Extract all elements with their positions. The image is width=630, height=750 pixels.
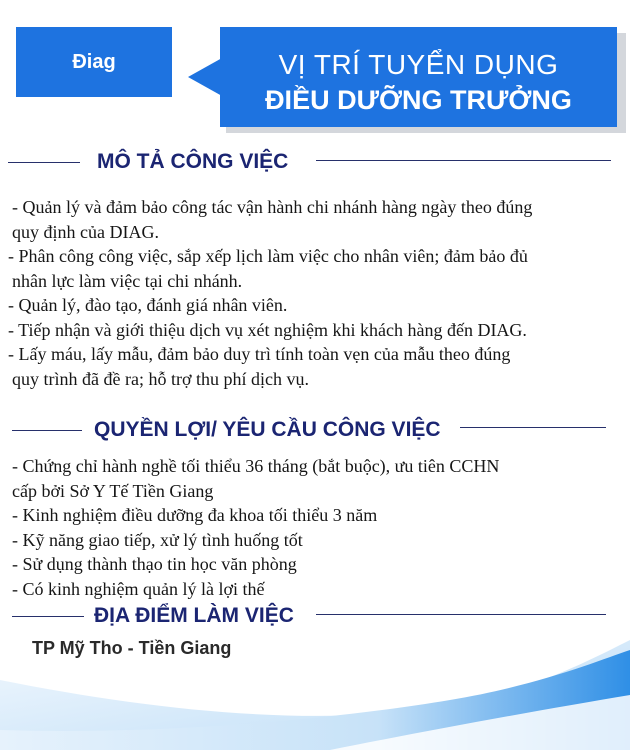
section-title-description: MÔ TẢ CÔNG VIỆC	[97, 150, 289, 173]
section-title-requirements: QUYỀN LỢI/ YÊU CẦU CÔNG VIỆC	[94, 418, 441, 441]
list-item: - Phân công công việc, sắp xếp lịch làm việc cho nhân viên; đảm bảo đủ	[8, 246, 528, 266]
list-item: quy định của DIAG.	[12, 221, 159, 242]
list-item: - Quản lý, đào tạo, đánh giá nhân viên.	[8, 295, 288, 315]
list-item: quy trình đã đề ra; hỗ trợ thu phí dịch vụ.	[12, 368, 309, 389]
logo	[16, 27, 172, 97]
banner-title-line2: ĐIỀU DƯỠNG TRƯỞNG	[265, 85, 572, 115]
heading-rule-left	[12, 616, 84, 617]
requirements-list	[8, 454, 623, 601]
heading-rule-left	[8, 162, 80, 163]
banner-pointer	[188, 58, 222, 96]
list-item: - Tiếp nhận và giới thiệu dịch vụ xét nghiệm khi khách hàng đến DIAG.	[8, 319, 527, 340]
section-heading-location	[0, 601, 630, 631]
list-item: - Có kinh nghiệm quản lý là lợi thế	[12, 578, 265, 599]
list-item: nhân lực làm việc tại chi nhánh.	[12, 270, 243, 291]
list-item: cấp bởi Sở Y Tế Tiền Giang	[12, 480, 214, 501]
section-heading-description	[0, 147, 630, 177]
logo-text: Điag	[72, 50, 116, 73]
location-value: TP Mỹ Tho - Tiền Giang	[32, 638, 232, 658]
list-item: - Sử dụng thành thạo tin học văn phòng	[12, 554, 297, 574]
section-heading-requirements	[0, 415, 630, 445]
list-item: - Quản lý và đảm bảo công tác vận hành chi nhánh hàng ngày theo đúng	[12, 197, 533, 217]
list-item: - Lấy máu, lấy mẫu, đảm bảo duy trì tính toàn vẹn của mẫu theo đúng	[8, 344, 511, 364]
section-title-location: ĐỊA ĐIỂM LÀM VIỆC	[94, 604, 294, 627]
bottom-wave-decoration	[0, 640, 630, 750]
heading-rule-right	[316, 160, 611, 161]
list-item: - Chứng chỉ hành nghề tối thiểu 36 tháng (bắt buộc), ưu tiên CCHN	[12, 456, 500, 476]
heading-rule-right	[316, 614, 606, 615]
description-list	[8, 195, 623, 391]
heading-rule-right	[460, 427, 606, 428]
banner-title-line1: VỊ TRÍ TUYỂN DỤNG	[278, 49, 559, 80]
list-item: - Kỹ năng giao tiếp, xử lý tình huống tốt	[12, 529, 303, 550]
heading-rule-left	[12, 430, 82, 431]
list-item: - Kinh nghiệm điều dưỡng đa khoa tối thiểu 3 năm	[12, 505, 378, 525]
title-banner	[220, 27, 617, 127]
